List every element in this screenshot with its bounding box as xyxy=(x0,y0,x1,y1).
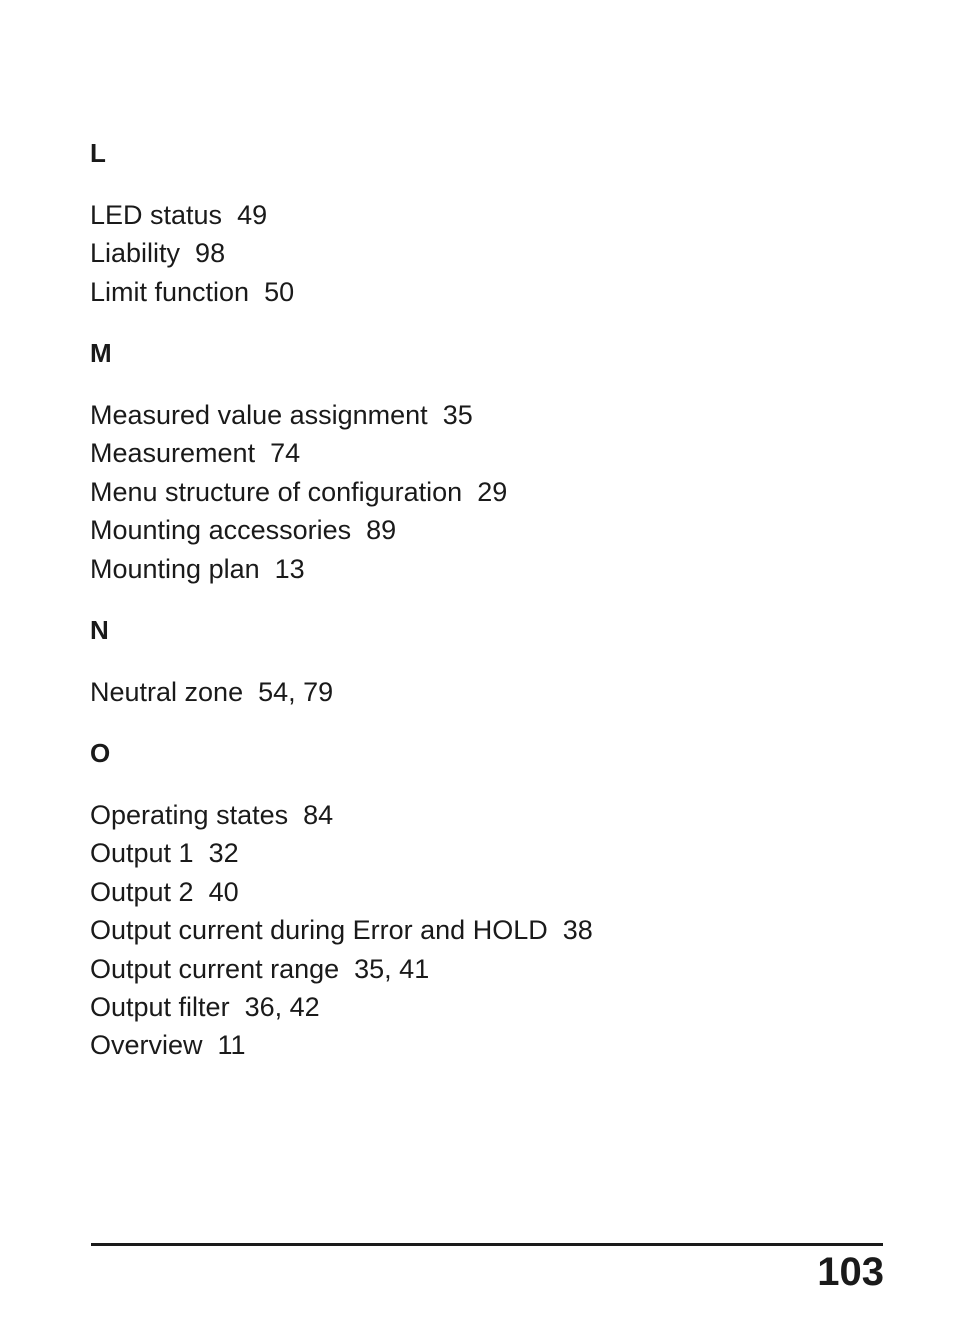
index-entry: Overview 11 xyxy=(90,1030,246,1061)
index-entry: Measured value assignment 35 xyxy=(90,400,473,430)
index-letter-l: L xyxy=(90,138,106,168)
index-letter-m: M xyxy=(90,338,112,368)
index-list-l xyxy=(90,196,294,311)
index-entry: Neutral zone 54, 79 xyxy=(90,677,334,707)
index-letter-n: N xyxy=(90,615,109,645)
index-entry: Output current during Error and HOLD 38 xyxy=(90,915,593,946)
index-entry: Output filter 36, 42 xyxy=(90,991,320,1022)
index-entry: Output current range 35, 41 xyxy=(90,953,430,984)
index-entry: Mounting plan 13 xyxy=(90,553,305,584)
index-entry: Menu structure of configuration 29 xyxy=(90,476,508,507)
index-entry: LED status 49 xyxy=(90,200,268,230)
index-list-m xyxy=(90,396,507,588)
index-letter-o: O xyxy=(90,738,111,768)
index-entry: Measurement 74 xyxy=(90,438,301,469)
index-entry: Output 2 40 xyxy=(90,876,239,907)
index-entry: Liability 98 xyxy=(90,238,226,269)
footer-rule xyxy=(91,1243,883,1246)
page-number: 103 xyxy=(817,1250,884,1294)
index-list-n xyxy=(90,673,333,711)
index-list-o xyxy=(90,796,593,1065)
index-entry: Output 1 32 xyxy=(90,838,239,869)
index-entry: Limit function 50 xyxy=(90,276,295,307)
index-entry: Mounting accessories 89 xyxy=(90,515,397,546)
index-entry: Operating states 84 xyxy=(90,800,334,830)
